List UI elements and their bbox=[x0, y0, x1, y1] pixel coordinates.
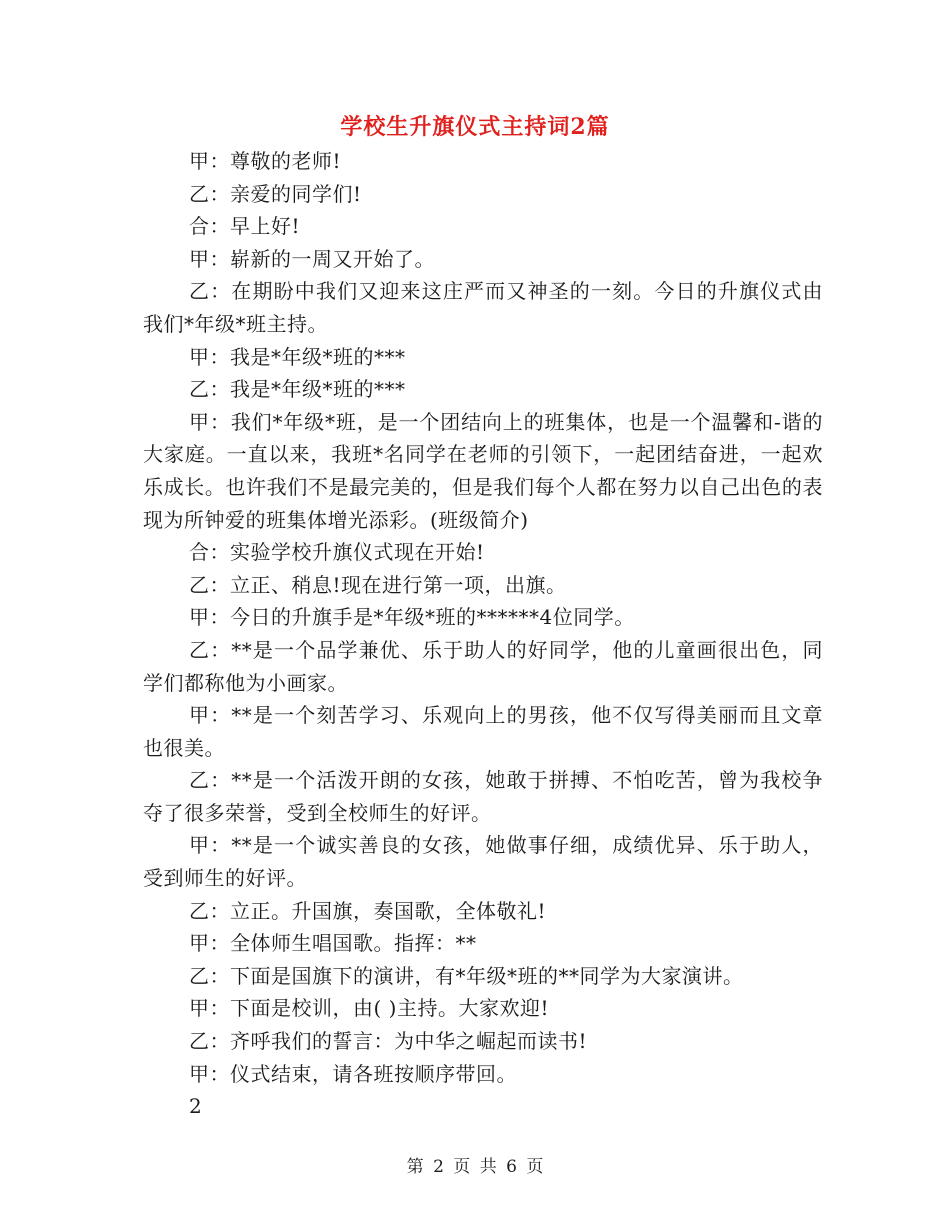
paragraph: 合：早上好! bbox=[189, 214, 301, 239]
paragraph: 乙：我是*年级*班的*** bbox=[189, 377, 406, 402]
paragraph: 乙：齐呼我们的誓言：为中华之崛起而读书! bbox=[189, 1029, 588, 1054]
paragraph: 甲：我们*年级*班，是一个团结向上的班集体，也是一个温馨和-谐的大家庭。一直以来，我班*名同学在老师的引领下，一起团结奋进，一起欢乐成长。也许我们不是最完美的，但是我们每个人都在努力以自己出色的表现为所钟爱的班集体增光添彩。(班级简介) bbox=[143, 409, 823, 532]
paragraph: 合：实验学校升旗仪式现在开始! bbox=[189, 540, 485, 565]
paragraph: 乙：立正。升国旗，奏国歌，全体敬礼! bbox=[189, 898, 547, 923]
paragraph: 甲：全体师生唱国歌。指挥：** bbox=[189, 931, 477, 956]
paragraph: 乙：亲爱的同学们! bbox=[189, 181, 362, 206]
paragraph: 甲：**是一个刻苦学习、乐观向上的男孩，他不仅写得美丽而且文章也很美。 bbox=[143, 703, 823, 760]
paragraph: 乙：在期盼中我们又迎来这庄严而又神圣的一刻。今日的升旗仪式由我们*年级*班主持。 bbox=[143, 279, 823, 336]
paragraph: 乙：下面是国旗下的演讲，有*年级*班的**同学为大家演讲。 bbox=[189, 963, 744, 988]
paragraph: 乙：**是一个品学兼优、乐于助人的好同学，他的儿童画很出色，同学们都称他为小画家。 bbox=[143, 637, 823, 695]
paragraph: 乙：**是一个活泼开朗的女孩，她敢于拼搏、不怕吃苦，曾为我校争夺了很多荣誉，受到全校师生的好评。 bbox=[143, 768, 823, 825]
page-number-marker: 2 bbox=[189, 1094, 203, 1119]
paragraph: 甲：崭新的一周又开始了。 bbox=[189, 246, 435, 271]
paragraph: 乙：立正、稍息!现在进行第一项，出旗。 bbox=[189, 572, 567, 597]
paragraph: 甲：下面是校训，由( )主持。大家欢迎! bbox=[189, 996, 549, 1021]
paragraph: 甲：今日的升旗手是*年级*班的******4位同学。 bbox=[189, 605, 635, 630]
page-footer: 第 2 页 共 6 页 bbox=[406, 1157, 544, 1177]
paragraph: 甲：**是一个诚实善良的女孩，她做事仔细，成绩优异、乐于助人，受到师生的好评。 bbox=[143, 833, 823, 891]
paragraph: 甲：尊敬的老师! bbox=[189, 149, 342, 173]
document-body bbox=[143, 145, 823, 1123]
paragraph: 甲：我是*年级*班的*** bbox=[189, 344, 406, 369]
document-title: 学校生升旗仪式主持词2篇 bbox=[340, 114, 610, 140]
paragraph: 甲：仪式结束，请各班按顺序带回。 bbox=[189, 1061, 517, 1086]
